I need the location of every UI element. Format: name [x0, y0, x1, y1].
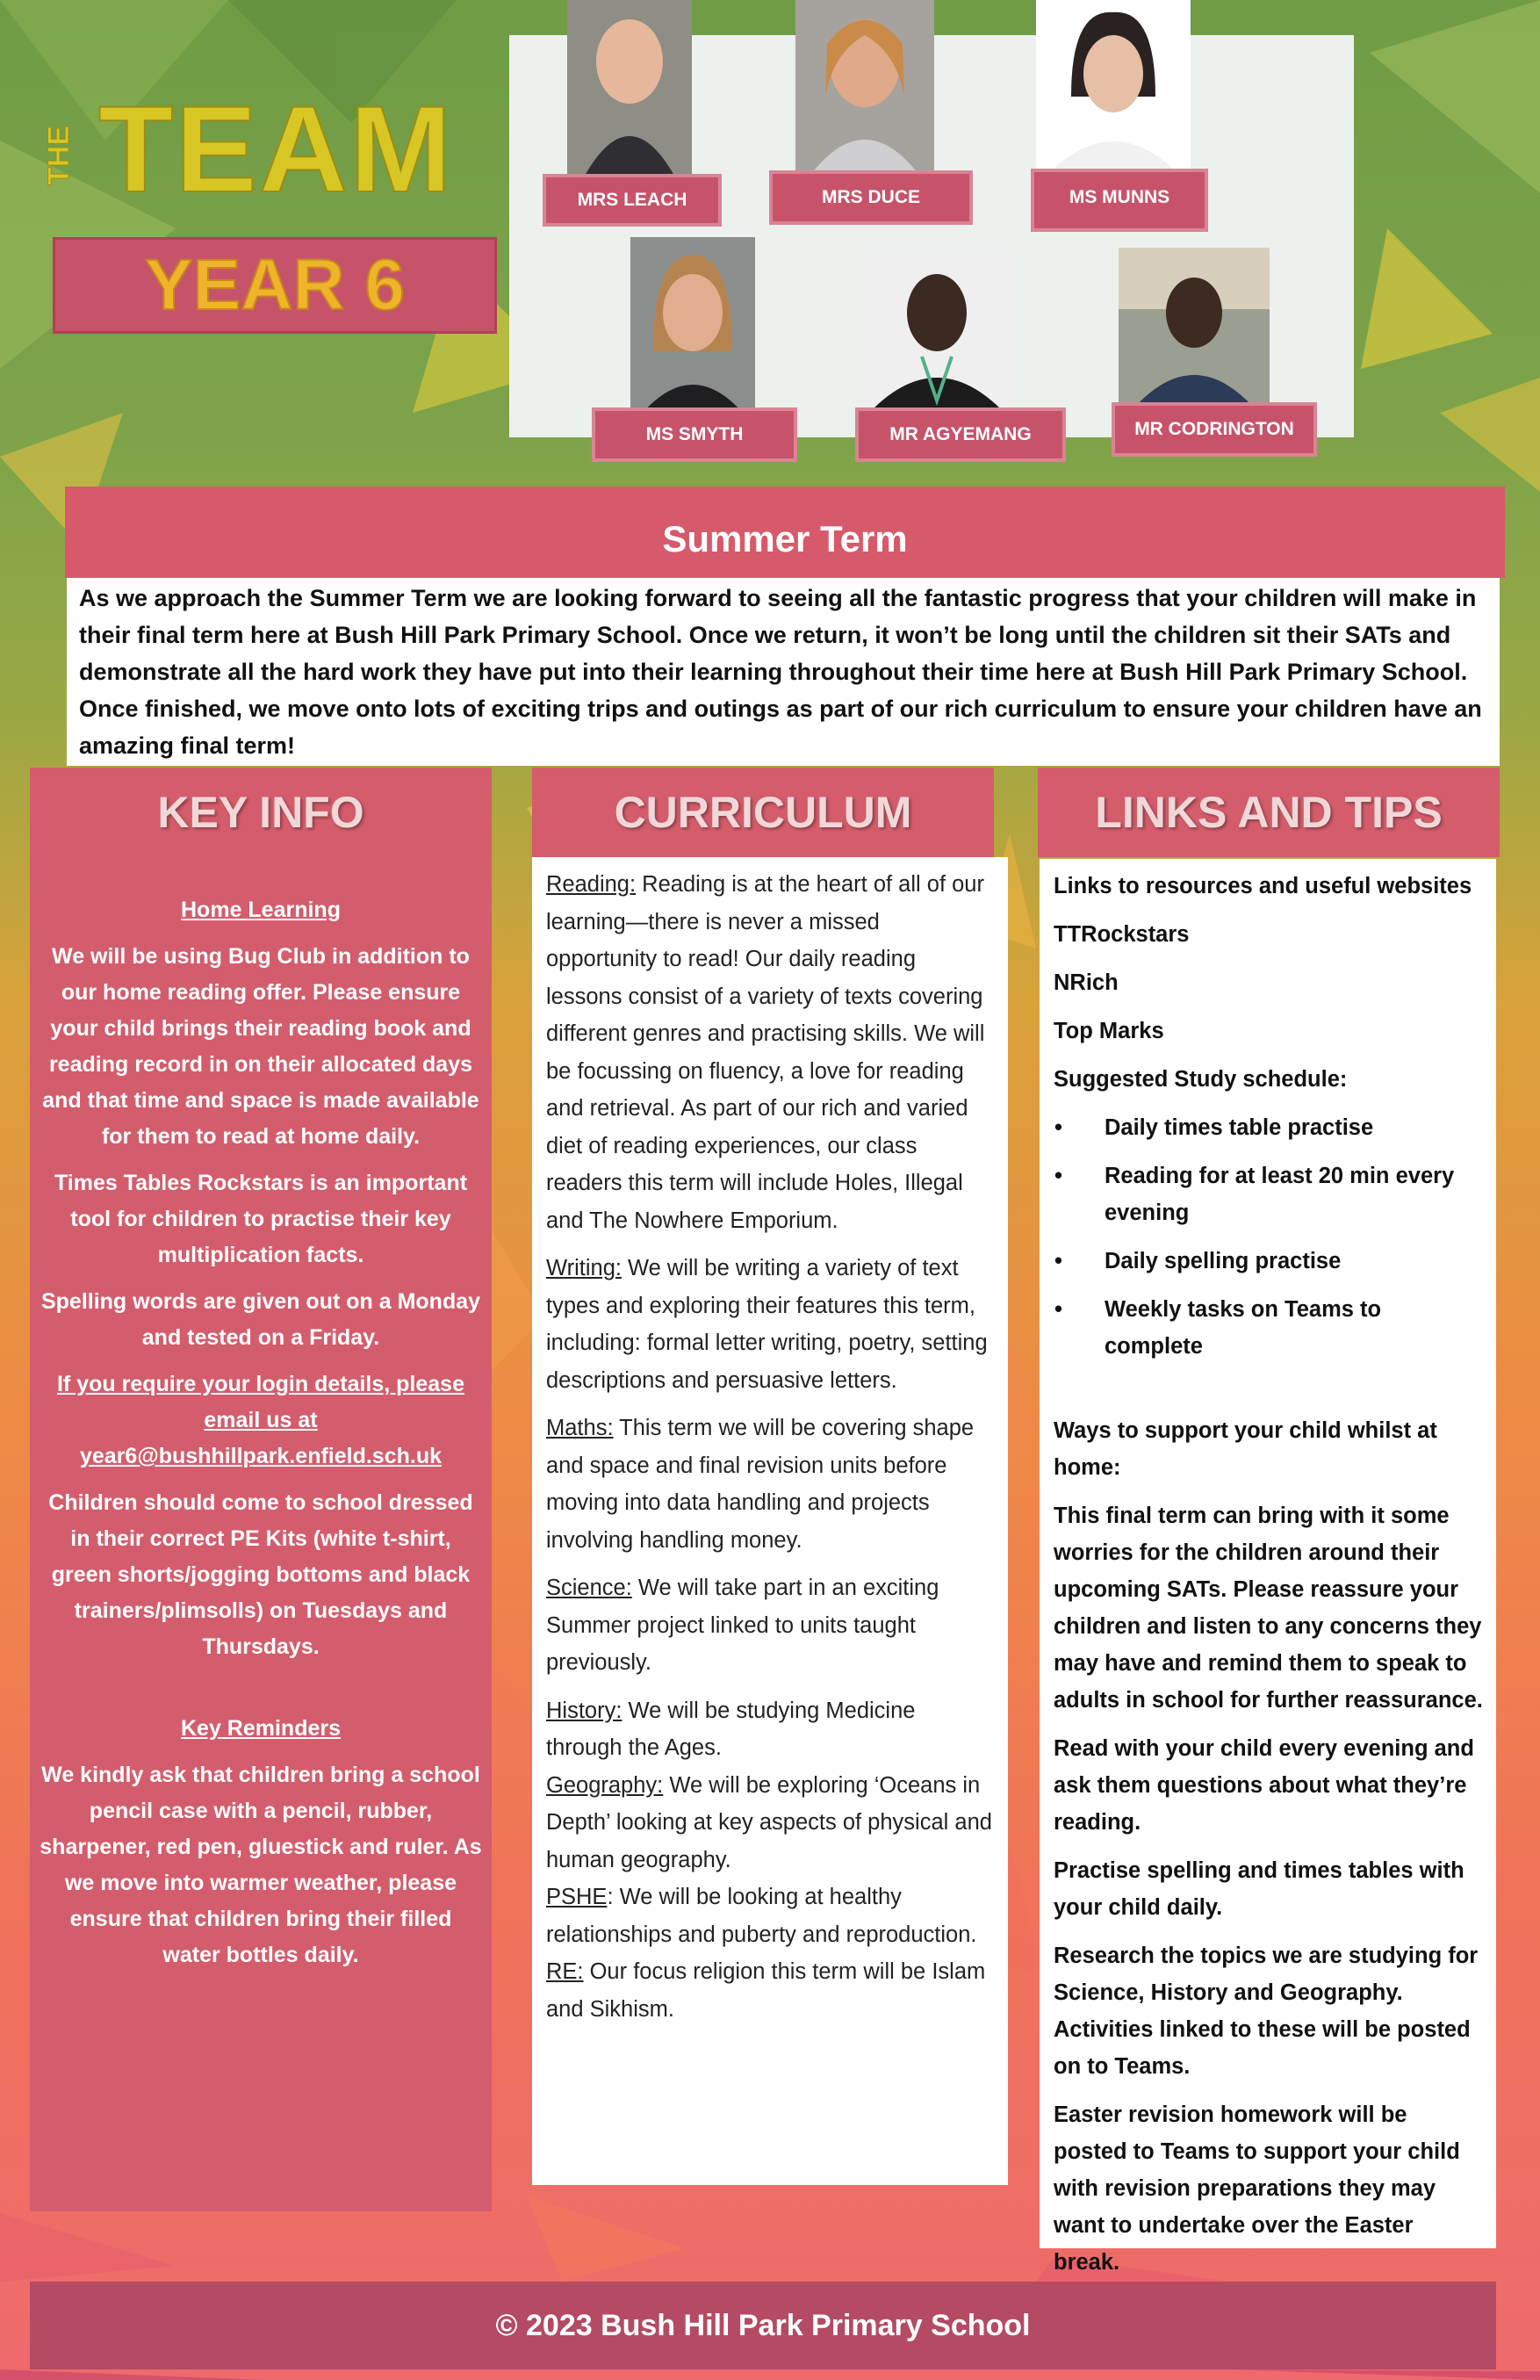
resource-link-ttrockstars[interactable]: TTRockstars — [1054, 922, 1190, 947]
key-info-paragraph: We will be using Bug Club in addition to our home reading offer. Please ensure your child brings their reading book and reading record in on their allocated days and that time and space is made available for them to read at home daily. — [42, 944, 479, 1149]
schedule-heading: Suggested Study schedule: — [1054, 1067, 1348, 1092]
staff-name-tag: MR CODRINGTON — [1112, 402, 1317, 457]
curriculum-label: History: — [546, 1698, 622, 1723]
links-tips-panel — [1040, 859, 1496, 2275]
schedule-item: • Daily times table practise — [1105, 1109, 1484, 1146]
curriculum-item — [546, 1250, 996, 1399]
schedule-item: • Weekly tasks on Teams to complete — [1105, 1291, 1484, 1365]
key-info-paragraph: Spelling words are given out on a Monday and tested on a Friday. — [40, 1289, 481, 1350]
support-tip: Easter revision homework will be posted to Teams to support your child with revision preparations they may want to undertake over the Easter break. — [1054, 2102, 1460, 2275]
staff-photo — [1036, 0, 1191, 169]
schedule-item: • Daily spelling practise — [1105, 1243, 1484, 1280]
summer-term-header — [65, 487, 1505, 578]
staff-photo — [1119, 248, 1270, 407]
staff-photo — [567, 0, 692, 176]
staff-name-tag: MS MUNNS — [1031, 169, 1208, 232]
curriculum-text: This term we will be covering shape and space and final revision units before moving into data handling and projects involving handling money. — [546, 1416, 975, 1553]
curriculum-label: Maths: — [546, 1416, 614, 1440]
curriculum-item — [546, 1879, 996, 1953]
key-info-panel — [30, 768, 492, 2211]
support-heading: Ways to support your child whilst at home: — [1054, 1418, 1437, 1480]
key-info-title: KEY INFO — [30, 768, 492, 857]
curriculum-text: We will be writing a variety of text types and exploring their features this term, including: formal letter writing, poetry, setting descriptions and persuasive letters. — [546, 1256, 988, 1393]
curriculum-text: Our focus religion this term will be Islam and Sikhism. — [546, 1959, 986, 2022]
schedule-list — [1054, 1109, 1484, 1365]
login-email-link[interactable]: If you require your login details, please email us at year6@bushhillpark.enfield.sch.uk — [56, 1372, 464, 1468]
curriculum-item — [546, 1569, 996, 1682]
support-tip: This final term can bring with it some worries for the children around their upcoming SATs. Please reassure your children and listen to any concerns they may have and remind them to speak to adults in school for further reassurance. — [1054, 1504, 1483, 1713]
curriculum-item — [546, 1692, 996, 1767]
curriculum-label: RE: — [546, 1959, 584, 1984]
key-reminders-heading: Key Reminders — [180, 1716, 342, 1741]
curriculum-text: We will be exploring ‘Oceans in Depth’ looking at key aspects of physical and human geography. — [546, 1772, 992, 1872]
curriculum-item — [546, 1410, 996, 1559]
footer-bar — [30, 2282, 1496, 2369]
curriculum-label: PSHE — [546, 1885, 608, 1909]
support-tip: Read with your child every evening and ask them questions about what they’re reading. — [1054, 1736, 1474, 1835]
the-vertical-label — [41, 107, 76, 204]
staff-photo — [795, 0, 934, 174]
staff-name-tag: MRS DUCE — [769, 170, 973, 225]
staff-photo — [630, 237, 755, 413]
curriculum-text: We will take part in an exciting Summer project linked to units taught previously. — [546, 1576, 939, 1675]
key-info-paragraph: Children should come to school dressed in their correct PE Kits (white t-shirt, green shorts/jogging bottoms and black trainers/plimsolls) on Tuesdays and Thursdays. — [48, 1490, 473, 1659]
the-text: THE — [41, 126, 76, 185]
curriculum-text: : We will be looking at healthy relationships and puberty and reproduction. — [546, 1885, 977, 1947]
year-label: YEAR 6 — [144, 245, 406, 325]
support-tip: Practise spelling and times tables with your child daily. — [1054, 1858, 1464, 1920]
curriculum-item — [546, 866, 996, 1239]
curriculum-panel — [532, 857, 1008, 2185]
team-title: TEAM — [98, 80, 454, 218]
key-info-paragraph: We kindly ask that children bring a school pencil case with a pencil, rubber, sharpener, red pen, gluestick and ruler. As we move into warmer weather, please ensure that children bring their filled water bottles daily. — [40, 1763, 482, 1967]
year-banner — [53, 237, 497, 334]
curriculum-text: Reading is at the heart of all of our learning—there is never a missed opportunity to read! Our daily reading lessons consist of a variety of texts covering different genres and practising skills. We will be focussing on fluency, a love for reading and retrieval. As part of our rich and varied diet of reading experiences, our class readers this term will include Holes, Illegal and The Nowhere Emporium. — [546, 872, 985, 1233]
schedule-item: • Reading for at least 20 min every evening — [1105, 1158, 1484, 1231]
staff-name-tag: MS SMYTH — [592, 407, 797, 462]
staff-name-tag: MRS LEACH — [543, 174, 722, 227]
curriculum-text: We will be studying Medicine through the Ages. — [546, 1698, 916, 1760]
curriculum-label: Science: — [546, 1576, 632, 1600]
copyright-text: © 2023 Bush Hill Park Primary School — [495, 2309, 1031, 2342]
summer-term-panel — [67, 578, 1500, 766]
summer-term-title: Summer Term — [662, 518, 908, 559]
support-tip: Research the topics we are studying for Science, History and Geography. Activities linked to these will be posted on to Teams. — [1054, 1944, 1479, 2079]
staff-name-tag: MR AGYEMANG — [855, 407, 1066, 462]
links-intro: Links to resources and useful websites — [1054, 874, 1472, 898]
home-learning-heading: Home Learning — [181, 898, 341, 922]
resource-link-nrich[interactable]: NRich — [1054, 970, 1119, 995]
links-tips-title: LINKS AND TIPS — [1038, 768, 1500, 857]
resource-link-topmarks[interactable]: Top Marks — [1054, 1019, 1164, 1043]
staff-photo — [860, 251, 1013, 407]
curriculum-label: Writing: — [546, 1256, 622, 1280]
curriculum-item — [546, 1767, 996, 1879]
curriculum-item — [546, 1953, 996, 2028]
summer-term-text: As we approach the Summer Term we are looking forward to seeing all the fantastic progress that your children will make in their final term here at Bush Hill Park Primary School. Once we return, it won’t be long until the children sit their SATs and demonstrate all the hard work they have put into their learning throughout their time here at Bush Hill Park Primary School. Once finished, we move onto lots of exciting trips and outings as part of our rich curriculum to ensure your children have an amazing final term! — [79, 585, 1482, 759]
key-info-paragraph: Times Tables Rockstars is an important tool for children to practise their key multiplication facts. — [54, 1171, 468, 1267]
curriculum-label: Reading: — [546, 872, 637, 897]
curriculum-label: Geography: — [546, 1772, 664, 1798]
curriculum-title: CURRICULUM — [532, 768, 994, 857]
